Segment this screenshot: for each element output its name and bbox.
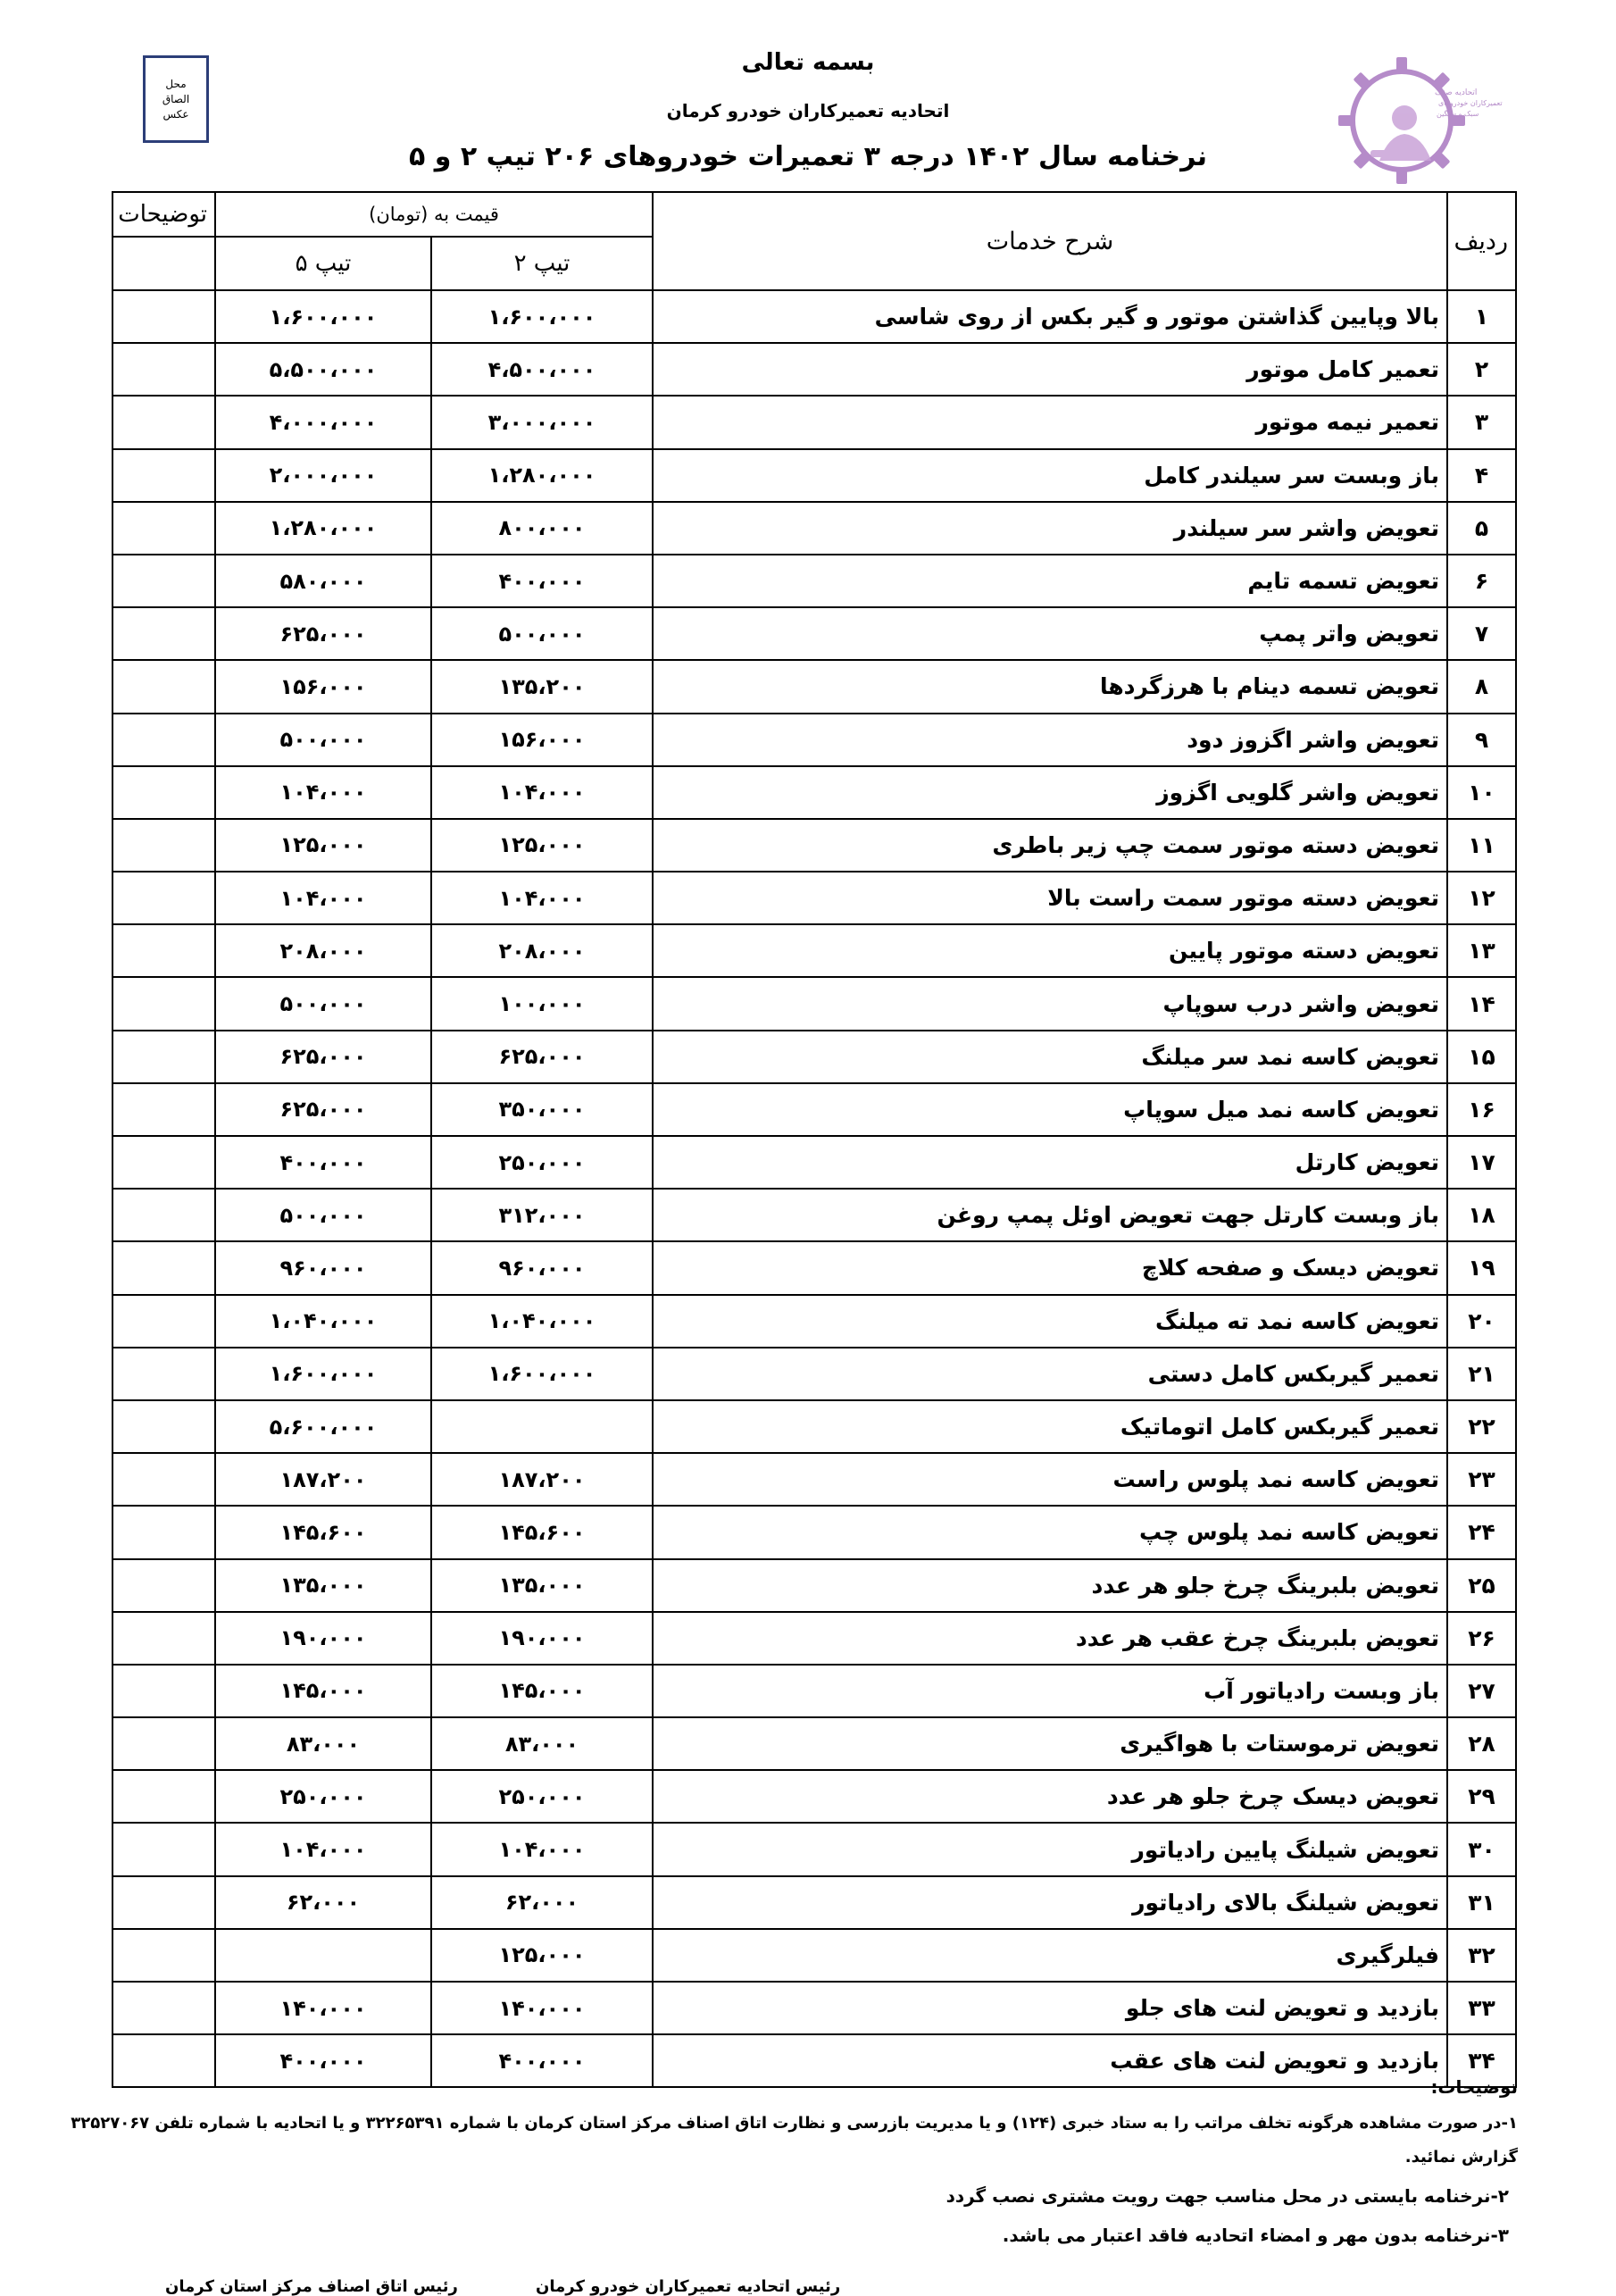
row-number-cell: ۱۷ xyxy=(1447,1136,1516,1189)
notes-cell xyxy=(112,660,215,713)
row-number-cell: ۲۱ xyxy=(1447,1348,1516,1400)
price-tip5-cell: ۱،۶۰۰،۰۰۰ xyxy=(215,1348,431,1400)
logo-text-line: تعمیرکاران خودروهای xyxy=(1438,99,1503,107)
note-1-continued: گزارش نمائید. xyxy=(1404,2148,1518,2167)
row-number-cell: ۲ xyxy=(1447,343,1516,396)
notes-cell xyxy=(112,1506,215,1558)
service-description-cell: تعویض تسمه تایم xyxy=(653,555,1447,607)
signature-chamber-head: رئیس اتاق اصناف مرکز استان کرمان xyxy=(165,2277,458,2296)
table-row xyxy=(112,924,1516,977)
service-description-cell: تعمیر نیمه موتور xyxy=(653,396,1447,448)
notes-cell xyxy=(112,1612,215,1665)
price-tip2-cell: ۱۰۰،۰۰۰ xyxy=(431,977,653,1030)
row-number-cell: ۲۴ xyxy=(1447,1506,1516,1558)
row-number-cell: ۲۰ xyxy=(1447,1295,1516,1348)
table-row xyxy=(112,977,1516,1030)
price-tip5-cell: ۵۰۰،۰۰۰ xyxy=(215,977,431,1030)
table-row xyxy=(112,1929,1516,1982)
service-description-cell: تعویض بلبرینگ چرخ عقب هر عدد xyxy=(653,1612,1447,1665)
service-description-cell: تعویض دسته موتور پایین xyxy=(653,924,1447,977)
row-number-cell: ۱۸ xyxy=(1447,1189,1516,1241)
table-row xyxy=(112,1559,1516,1612)
column-header-notes: توضیحات xyxy=(112,192,215,237)
notes-cell xyxy=(112,1982,215,2034)
notes-header-blank-cell xyxy=(112,237,215,290)
price-tip5-cell: ۲۵۰،۰۰۰ xyxy=(215,1770,431,1823)
service-description-cell: فیلرگیری xyxy=(653,1929,1447,1982)
service-description-cell: تعویض کاسه نمد پلوس راست xyxy=(653,1453,1447,1506)
photo-box-line: عکس xyxy=(162,107,189,121)
row-number-cell: ۷ xyxy=(1447,607,1516,660)
row-number-cell: ۳۴ xyxy=(1447,2034,1516,2087)
price-tip5-cell: ۱۴۵،۶۰۰ xyxy=(215,1506,431,1558)
price-tip2-cell: ۳۵۰،۰۰۰ xyxy=(431,1083,653,1136)
row-number-cell: ۲۲ xyxy=(1447,1400,1516,1453)
notes-title: توضیحات: xyxy=(1430,2076,1518,2098)
row-number-cell: ۲۶ xyxy=(1447,1612,1516,1665)
table-row xyxy=(112,1453,1516,1506)
price-tip5-cell: ۱۳۵،۰۰۰ xyxy=(215,1559,431,1612)
service-description-cell: تعویض کارتل xyxy=(653,1136,1447,1189)
price-tip5-cell: ۵۰۰،۰۰۰ xyxy=(215,714,431,766)
signature-union-head: رئیس اتحادیه تعمیرکاران خودرو کرمان xyxy=(536,2277,841,2296)
row-number-cell: ۳۲ xyxy=(1447,1929,1516,1982)
table-row xyxy=(112,555,1516,607)
table-row xyxy=(112,1348,1516,1400)
service-description-cell: تعویض واشر درب سوپاپ xyxy=(653,977,1447,1030)
price-tip5-cell xyxy=(215,1929,431,1982)
row-number-cell: ۱۹ xyxy=(1447,1241,1516,1294)
row-number-cell: ۱۶ xyxy=(1447,1083,1516,1136)
price-tip5-cell: ۶۲،۰۰۰ xyxy=(215,1876,431,1929)
notes-cell xyxy=(112,1400,215,1453)
service-description-cell: بالا وپایین گذاشتن موتور و گیر بکس از روی شاسی xyxy=(653,290,1447,343)
service-description-cell: تعویض دسته موتور سمت چپ زیر باطری xyxy=(653,819,1447,872)
notes-cell xyxy=(112,1823,215,1875)
table-row xyxy=(112,1400,1516,1453)
service-description-cell: تعویض واشر گلویی اگزوز xyxy=(653,766,1447,819)
table-row xyxy=(112,714,1516,766)
price-tip2-cell: ۱۴۰،۰۰۰ xyxy=(431,1982,653,2034)
notes-cell xyxy=(112,1136,215,1189)
notes-cell xyxy=(112,1295,215,1348)
price-tip2-cell: ۱،۰۴۰،۰۰۰ xyxy=(431,1295,653,1348)
service-description-cell: تعویض کاسه نمد سر میلنگ xyxy=(653,1031,1447,1083)
price-table xyxy=(112,191,1517,2088)
notes-cell xyxy=(112,714,215,766)
table-row xyxy=(112,1876,1516,1929)
price-tip5-cell: ۱،۲۸۰،۰۰۰ xyxy=(215,502,431,555)
price-tip5-cell: ۵،۵۰۰،۰۰۰ xyxy=(215,343,431,396)
row-number-cell: ۴ xyxy=(1447,449,1516,502)
header-union-name: اتحادیه تعمیرکاران خودرو کرمان xyxy=(666,100,950,121)
row-number-cell: ۱۵ xyxy=(1447,1031,1516,1083)
notes-cell xyxy=(112,1876,215,1929)
service-description-cell: تعویض کاسه نمد پلوس چپ xyxy=(653,1506,1447,1558)
price-tip2-cell: ۴،۵۰۰،۰۰۰ xyxy=(431,343,653,396)
price-tip5-cell: ۸۳،۰۰۰ xyxy=(215,1717,431,1770)
column-header-price-group: قیمت به (تومان) xyxy=(215,192,653,237)
row-number-cell: ۳۰ xyxy=(1447,1823,1516,1875)
price-tip2-cell: ۸۳،۰۰۰ xyxy=(431,1717,653,1770)
price-tip5-cell: ۱۴۰،۰۰۰ xyxy=(215,1982,431,2034)
price-tip2-cell: ۳،۰۰۰،۰۰۰ xyxy=(431,396,653,448)
row-number-cell: ۲۳ xyxy=(1447,1453,1516,1506)
price-tip5-cell: ۶۲۵،۰۰۰ xyxy=(215,1083,431,1136)
table-row xyxy=(112,872,1516,924)
table-row xyxy=(112,1136,1516,1189)
notes-cell xyxy=(112,1665,215,1717)
notes-cell xyxy=(112,1453,215,1506)
notes-cell xyxy=(112,607,215,660)
service-description-cell: باز وبست رادیاتور آب xyxy=(653,1665,1447,1717)
price-tip2-cell: ۳۱۲،۰۰۰ xyxy=(431,1189,653,1241)
price-tip2-cell: ۱۴۵،۶۰۰ xyxy=(431,1506,653,1558)
table-row xyxy=(112,1982,1516,2034)
price-tip5-cell: ۲۰۸،۰۰۰ xyxy=(215,924,431,977)
table-row xyxy=(112,819,1516,872)
table-row xyxy=(112,1665,1516,1717)
service-description-cell: تعویض ترموستات با هواگیری xyxy=(653,1717,1447,1770)
price-tip5-cell: ۱۰۴،۰۰۰ xyxy=(215,766,431,819)
table-row xyxy=(112,1506,1516,1558)
service-description-cell: باز وبست کارتل جهت تعویض اوئل پمپ روغن xyxy=(653,1189,1447,1241)
table-row xyxy=(112,1823,1516,1875)
photo-box-line: الصاق xyxy=(162,92,190,105)
notes-cell xyxy=(112,1241,215,1294)
price-tip2-cell: ۲۵۰،۰۰۰ xyxy=(431,1770,653,1823)
row-number-cell: ۳۳ xyxy=(1447,1982,1516,2034)
price-tip2-cell: ۵۰۰،۰۰۰ xyxy=(431,607,653,660)
row-number-cell: ۸ xyxy=(1447,660,1516,713)
price-tip5-cell: ۵۰۰،۰۰۰ xyxy=(215,1189,431,1241)
price-tip2-cell: ۴۰۰،۰۰۰ xyxy=(431,555,653,607)
service-description-cell: تعمیر کامل موتور xyxy=(653,343,1447,396)
notes-cell xyxy=(112,502,215,555)
table-row xyxy=(112,449,1516,502)
service-description-cell: تعمیر گیربکس کامل دستی xyxy=(653,1348,1447,1400)
service-description-cell: تعویض تسمه دینام با هرزگردها xyxy=(653,660,1447,713)
photo-box-line: محل xyxy=(165,77,187,90)
price-tip2-cell: ۲۰۸،۰۰۰ xyxy=(431,924,653,977)
price-tip5-cell: ۲،۰۰۰،۰۰۰ xyxy=(215,449,431,502)
table-row xyxy=(112,1241,1516,1294)
notes-cell xyxy=(112,449,215,502)
column-header-tip5: تیپ ۵ xyxy=(215,237,431,290)
notes-cell xyxy=(112,1189,215,1241)
price-tip2-cell: ۱،۲۸۰،۰۰۰ xyxy=(431,449,653,502)
price-tip2-cell: ۱،۶۰۰،۰۰۰ xyxy=(431,290,653,343)
price-tip2-cell: ۱۲۵،۰۰۰ xyxy=(431,819,653,872)
price-tip5-cell: ۶۲۵،۰۰۰ xyxy=(215,607,431,660)
price-tip2-cell: ۶۲۵،۰۰۰ xyxy=(431,1031,653,1083)
service-description-cell: تعویض دیسک و صفحه کلاچ xyxy=(653,1241,1447,1294)
price-tip2-cell: ۸۰۰،۰۰۰ xyxy=(431,502,653,555)
notes-cell xyxy=(112,555,215,607)
price-tip5-cell: ۱۰۴،۰۰۰ xyxy=(215,1823,431,1875)
notes-section xyxy=(71,2076,1518,2282)
row-number-cell: ۹ xyxy=(1447,714,1516,766)
note-2: ۲-نرخنامه بایستی در محل مناسب جهت رویت مشتری نصب گردد xyxy=(945,2185,1509,2207)
price-tip5-cell: ۱۴۵،۰۰۰ xyxy=(215,1665,431,1717)
row-number-cell: ۱۰ xyxy=(1447,766,1516,819)
notes-cell xyxy=(112,977,215,1030)
column-header-row: ردیف xyxy=(1447,192,1516,290)
notes-cell xyxy=(112,396,215,448)
service-description-cell: تعویض بلبرینگ چرخ جلو هر عدد xyxy=(653,1559,1447,1612)
table-row xyxy=(112,766,1516,819)
row-number-cell: ۱۴ xyxy=(1447,977,1516,1030)
table-row xyxy=(112,1717,1516,1770)
price-tip2-cell: ۱۰۴،۰۰۰ xyxy=(431,766,653,819)
table-row xyxy=(112,1295,1516,1348)
price-tip2-cell: ۱۰۴،۰۰۰ xyxy=(431,872,653,924)
row-number-cell: ۶ xyxy=(1447,555,1516,607)
notes-cell xyxy=(112,343,215,396)
price-tip2-cell: ۹۶۰،۰۰۰ xyxy=(431,1241,653,1294)
price-tip5-cell: ۵۸۰،۰۰۰ xyxy=(215,555,431,607)
table-row xyxy=(112,343,1516,396)
notes-cell xyxy=(112,819,215,872)
notes-cell xyxy=(112,1770,215,1823)
service-description-cell: تعویض دیسک چرخ جلو هر عدد xyxy=(653,1770,1447,1823)
service-description-cell: بازدید و تعویض لنت های عقب xyxy=(653,2034,1447,2087)
row-number-cell: ۱۳ xyxy=(1447,924,1516,977)
table-row xyxy=(112,1083,1516,1136)
row-number-cell: ۱۲ xyxy=(1447,872,1516,924)
row-number-cell: ۲۹ xyxy=(1447,1770,1516,1823)
notes-cell xyxy=(112,766,215,819)
price-tip5-cell: ۱۹۰،۰۰۰ xyxy=(215,1612,431,1665)
service-description-cell: تعمیر گیربکس کامل اتوماتیک xyxy=(653,1400,1447,1453)
table-row xyxy=(112,1031,1516,1083)
notes-cell xyxy=(112,1083,215,1136)
note-1: ۱-در صورت مشاهده هرگونه تخلف مراتب را به ستاد خبری (۱۲۴) و یا مدیریت بازرسی و نظارت اتاق اصناف مرکز استان کرمان با شماره ۳۲۲۶۵۳۹۱ و یا اتحادیه با شماره تلفن ۳۲۵۲۷۰۶۷ xyxy=(71,2114,1518,2133)
row-number-cell: ۲۸ xyxy=(1447,1717,1516,1770)
column-header-tip2: تیپ ۲ xyxy=(431,237,653,290)
price-tip5-cell: ۱۵۶،۰۰۰ xyxy=(215,660,431,713)
row-number-cell: ۱ xyxy=(1447,290,1516,343)
notes-cell xyxy=(112,872,215,924)
table-row xyxy=(112,1612,1516,1665)
table-row xyxy=(112,607,1516,660)
service-description-cell: تعویض شیلنگ پایین رادیاتور xyxy=(653,1823,1447,1875)
row-number-cell: ۳ xyxy=(1447,396,1516,448)
price-tip5-cell: ۴۰۰،۰۰۰ xyxy=(215,2034,431,2087)
price-tip2-cell: ۱۳۵،۲۰۰ xyxy=(431,660,653,713)
notes-cell xyxy=(112,290,215,343)
column-header-description: شرح خدمات xyxy=(653,192,1447,290)
price-tip2-cell: ۱۳۵،۰۰۰ xyxy=(431,1559,653,1612)
price-tip2-cell: ۱۵۶،۰۰۰ xyxy=(431,714,653,766)
service-description-cell: تعویض واتر پمپ xyxy=(653,607,1447,660)
row-number-cell: ۵ xyxy=(1447,502,1516,555)
price-tip2-cell: ۱۴۵،۰۰۰ xyxy=(431,1665,653,1717)
note-3: ۳-نرخنامه بدون مهر و امضاء اتحادیه فاقد اعتبار می باشد. xyxy=(1002,2225,1509,2246)
table-row xyxy=(112,290,1516,343)
header-bismillah: بسمه تعالی xyxy=(741,49,875,76)
price-tip2-cell: ۱۸۷،۲۰۰ xyxy=(431,1453,653,1506)
notes-cell xyxy=(112,1717,215,1770)
notes-cell xyxy=(112,1559,215,1612)
price-tip5-cell: ۴،۰۰۰،۰۰۰ xyxy=(215,396,431,448)
price-tip5-cell: ۱،۰۴۰،۰۰۰ xyxy=(215,1295,431,1348)
table-row xyxy=(112,1770,1516,1823)
table-row xyxy=(112,502,1516,555)
price-tip5-cell: ۱،۶۰۰،۰۰۰ xyxy=(215,290,431,343)
service-description-cell: تعویض شیلنگ بالای رادیاتور xyxy=(653,1876,1447,1929)
price-tip5-cell: ۵،۶۰۰،۰۰۰ xyxy=(215,1400,431,1453)
service-description-cell: تعویض واشر اگزوز دود xyxy=(653,714,1447,766)
service-description-cell: تعویض واشر سر سیلندر xyxy=(653,502,1447,555)
notes-cell xyxy=(112,924,215,977)
price-tip2-cell: ۱۹۰،۰۰۰ xyxy=(431,1612,653,1665)
table-row xyxy=(112,660,1516,713)
notes-cell xyxy=(112,1031,215,1083)
page-title: نرخنامه سال ۱۴۰۲ درجه ۳ تعمیرات خودروهای ۲۰۶ تیپ ۲ و ۵ xyxy=(408,141,1208,172)
service-description-cell: بازدید و تعویض لنت های جلو xyxy=(653,1982,1447,2034)
price-tip2-cell: ۱۰۴،۰۰۰ xyxy=(431,1823,653,1875)
price-tip2-cell: ۲۵۰،۰۰۰ xyxy=(431,1136,653,1189)
row-number-cell: ۱۱ xyxy=(1447,819,1516,872)
row-number-cell: ۲۷ xyxy=(1447,1665,1516,1717)
price-tip2-cell xyxy=(431,1400,653,1453)
logo-text-line: سبک و سنگین xyxy=(1437,110,1479,118)
service-description-cell: تعویض کاسه نمد ته میلنگ xyxy=(653,1295,1447,1348)
notes-cell xyxy=(112,1348,215,1400)
service-description-cell: تعویض کاسه نمد میل سوپاپ xyxy=(653,1083,1447,1136)
price-tip5-cell: ۹۶۰،۰۰۰ xyxy=(215,1241,431,1294)
price-tip2-cell: ۶۲،۰۰۰ xyxy=(431,1876,653,1929)
price-tip5-cell: ۱۲۵،۰۰۰ xyxy=(215,819,431,872)
service-description-cell: تعویض دسته موتور سمت راست بالا xyxy=(653,872,1447,924)
price-tip5-cell: ۶۲۵،۰۰۰ xyxy=(215,1031,431,1083)
service-description-cell: باز وبست سر سیلندر کامل xyxy=(653,449,1447,502)
price-tip2-cell: ۴۰۰،۰۰۰ xyxy=(431,2034,653,2087)
price-tip2-cell: ۱،۶۰۰،۰۰۰ xyxy=(431,1348,653,1400)
price-tip5-cell: ۱۰۴،۰۰۰ xyxy=(215,872,431,924)
price-tip5-cell: ۱۸۷،۲۰۰ xyxy=(215,1453,431,1506)
row-number-cell: ۲۵ xyxy=(1447,1559,1516,1612)
row-number-cell: ۳۱ xyxy=(1447,1876,1516,1929)
price-tip5-cell: ۴۰۰،۰۰۰ xyxy=(215,1136,431,1189)
table-row xyxy=(112,1189,1516,1241)
table-row xyxy=(112,396,1516,448)
price-tip2-cell: ۱۲۵،۰۰۰ xyxy=(431,1929,653,1982)
logo-text-line: اتحادیه صنف xyxy=(1435,88,1478,97)
notes-cell xyxy=(112,1929,215,1982)
